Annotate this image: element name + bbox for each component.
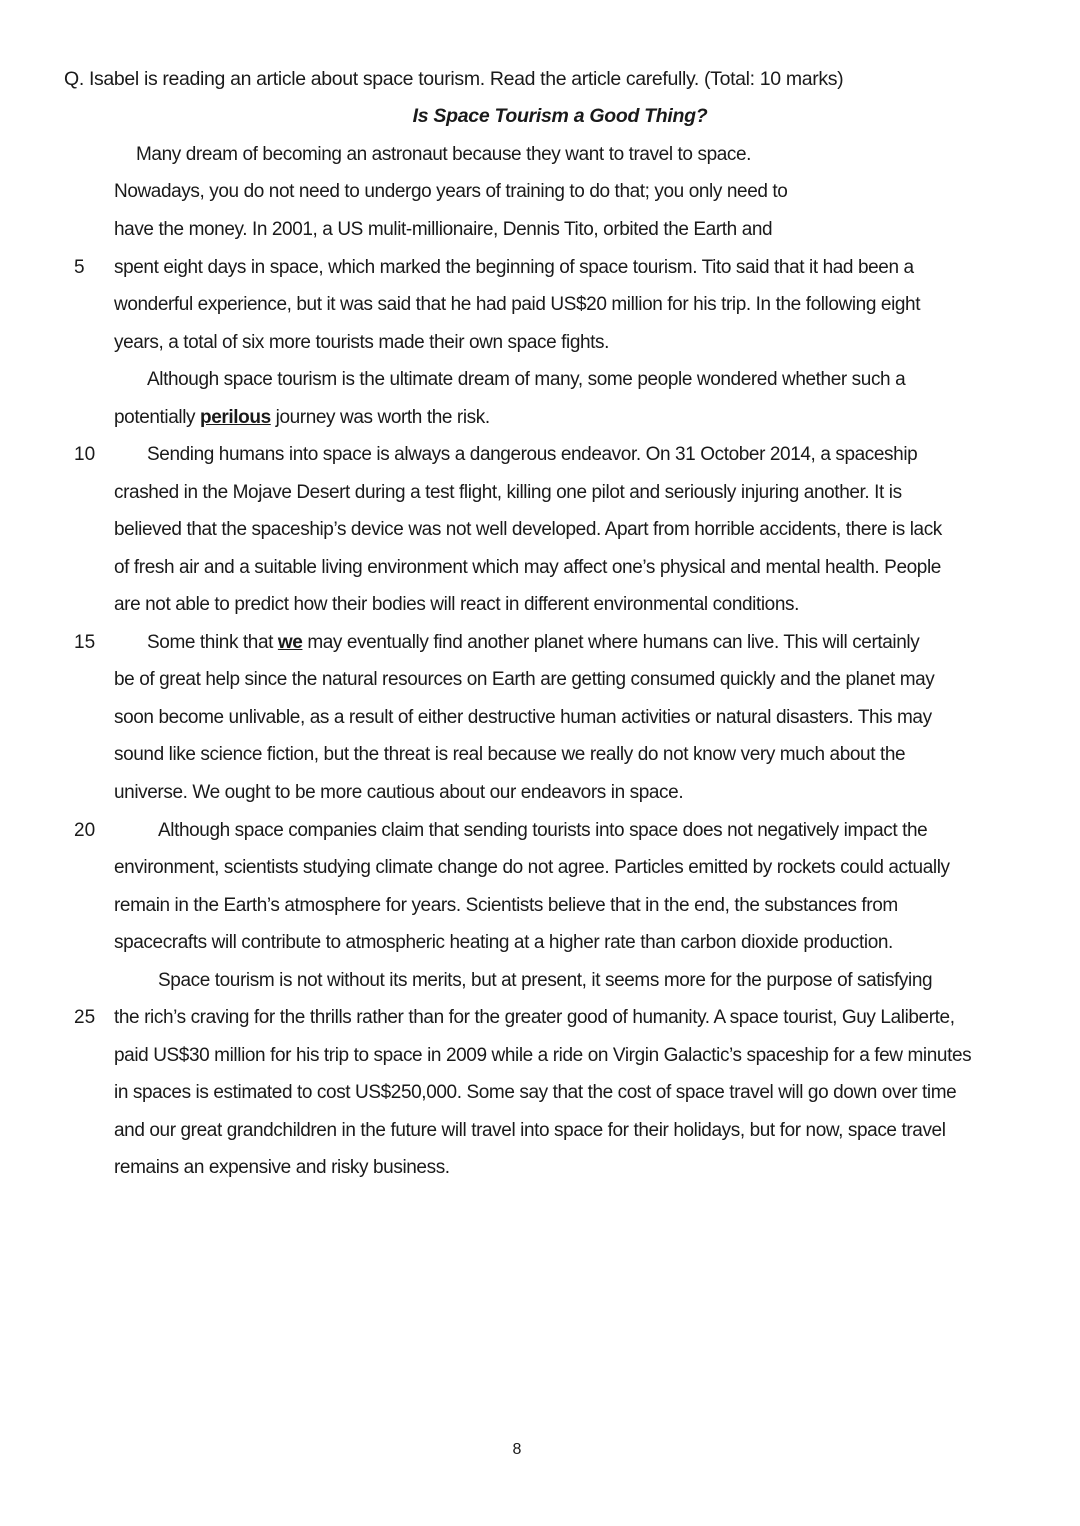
article-line: sound like science fiction, but the threat is real because we really do not know very much about the [114,744,906,765]
article-line: wonderful experience, but it was said that he had paid US$20 million for his trip. In the following eight [114,294,921,315]
article-line: in spaces is estimated to cost US$250,000. Some say that the cost of space travel will go down over time [114,1082,957,1103]
underlined-word-perilous: perilous [200,407,271,428]
line-text: may eventually find another planet where humans can live. This will certainly [302,632,920,653]
article-line: remains an expensive and risky business. [114,1157,450,1178]
line-text: Some think that [147,632,278,653]
article-line: Space tourism is not without its merits, but at present, it seems more for the purpose of satisfying [158,970,933,991]
article-line [114,406,490,430]
article-line: Although space tourism is the ultimate dream of many, some people wondered whether such a [147,369,906,390]
article-line: Sending humans into space is always a dangerous endeavor. On 31 October 2014, a spaceship [147,444,918,465]
line-text: potentially [114,407,201,428]
question-prompt: Q. Isabel is reading an article about space tourism. Read the article carefully. (Total: 10 marks) [64,68,844,90]
article-line: the rich’s craving for the thrills rather than for the greater good of humanity. A space tourist, Guy Laliberte, [114,1007,955,1028]
underlined-word-we: we [277,632,303,653]
article-line: believed that the spaceship’s device was not well developed. Apart from horrible accidents, there is lack [114,519,942,540]
article-line: be of great help since the natural resources on Earth are getting consumed quickly and the planet may [114,669,935,690]
article-line: remain in the Earth’s atmosphere for years. Scientists believe that in the end, the substances from [114,895,898,916]
line-number: 15 [74,632,96,653]
article-line: Nowadays, you do not need to undergo years of training to do that; you only need to [114,181,788,202]
article-line: Many dream of becoming an astronaut because they want to travel to space. [136,144,752,165]
line-text: journey was worth the risk. [270,407,490,428]
article-line: spacecrafts will contribute to atmospheric heating at a higher rate than carbon dioxide production. [114,932,893,953]
line-number: 10 [74,444,96,465]
article-line: spent eight days in space, which marked the beginning of space tourism. Tito said that it had been a [114,257,914,278]
line-number: 5 [74,257,85,278]
line-number: 20 [74,820,96,841]
article-line: Although space companies claim that sending tourists into space does not negatively impact the [158,820,928,841]
article-line: are not able to predict how their bodies will react in different environmental conditions. [114,594,799,615]
article-line: paid US$30 million for his trip to space in 2009 while a ride on Virgin Galactic’s spaceship for a few minutes [114,1045,972,1066]
article-line: environment, scientists studying climate change do not agree. Particles emitted by rockets could actually [114,857,950,878]
line-number: 25 [74,1007,96,1028]
article-title: Is Space Tourism a Good Thing? [412,105,708,127]
article-line: and our great grandchildren in the future will travel into space for their holidays, but for now, space travel [114,1120,946,1141]
article-line [147,631,919,655]
article-line: universe. We ought to be more cautious about our endeavors in space. [114,782,684,803]
article-line: of fresh air and a suitable living environment which may affect one’s physical and mental health. People [114,557,941,578]
article-line: crashed in the Mojave Desert during a test flight, killing one pilot and seriously injuring another. It is [114,482,902,503]
page-number: 8 [512,1441,522,1458]
article-line: soon become unlivable, as a result of either destructive human activities or natural disasters. This may [114,707,932,728]
article-line: have the money. In 2001, a US mulit-millionaire, Dennis Tito, orbited the Earth and [114,219,773,240]
article-line: years, a total of six more tourists made their own space fights. [114,332,610,353]
